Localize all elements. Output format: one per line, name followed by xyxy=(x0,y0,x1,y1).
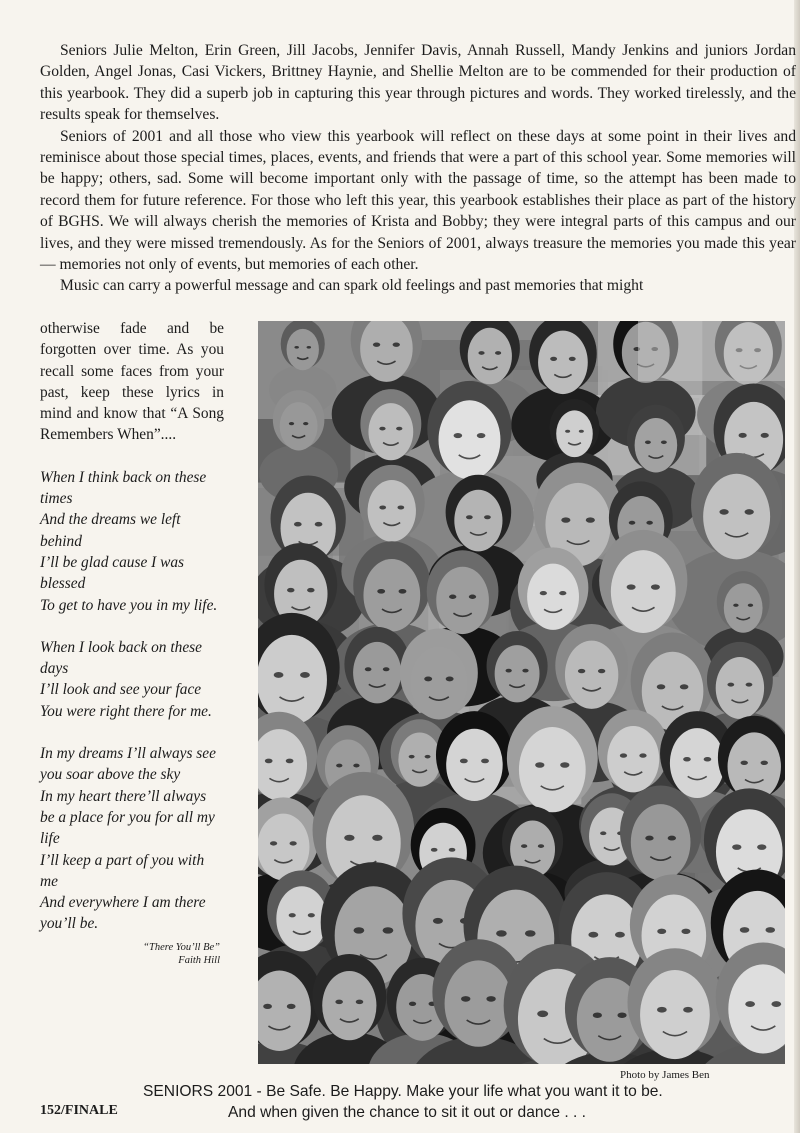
intro-paragraph: Music can carry a powerful message and can spark old feelings and past memories that might xyxy=(60,277,644,295)
lyric-line: And everywhere I am there you’ll be. xyxy=(40,894,206,933)
intro-paragraph: Seniors Julie Melton, Erin Green, Jill Jacobs, Jennifer Davis, Annah Russell, Mandy Jenkins and juniors Jordan Golden, Angel Jonas, Casi Vickers, Brittney Haynie, and Shellie Melton are to be commended for their production of this yearbook. They did a superb job in capturing this year through pictures and words. They worked tirelessly, and the results speak for themselves. xyxy=(40,42,796,124)
lyric-line: In my heart there’ll always be a place for you for all my life xyxy=(40,787,215,848)
song-credit xyxy=(40,941,220,967)
lyric-line: I’ll look and see your face xyxy=(40,681,202,699)
intro-paragraph: Seniors of 2001 and all those who view this yearbook will reflect on these days at some point in their lives and reminisce about those special times, places, events, and friends that were a part of this school year. Some memories will be happy; others, sad. Some will become important only with the passage of time, so the attempt has been made to record them for future reference. For those who left this year, this yearbook establishes their place as part of the history of BGHS. We will always cherish the memories of Krista and Bobby; they were integral parts of this campus and our lives, and they were missed tremendously. As for the Seniors of 2001, always treasure the memories you made this year — memories not only of events, but memories of each other. xyxy=(40,127,796,274)
song-lyrics xyxy=(40,467,224,935)
collage-image xyxy=(258,321,785,1064)
lead-continuation: otherwise fade and be forgotten over time. As you recall some faces from your past, keep these lyrics in mind and know that “A Song Remembers When”.... xyxy=(40,320,224,444)
photo-credit: Photo by James Ben xyxy=(620,1069,710,1081)
lyrics-stanza xyxy=(40,637,224,722)
footer-line: SENIORS 2001 - Be Safe. Be Happy. Make your life what you want it to be. xyxy=(143,1083,663,1100)
lyrics-stanza xyxy=(40,467,224,616)
lyric-line: I’ll keep a part of you with me xyxy=(40,851,205,890)
lyric-line: You were right there for me. xyxy=(40,702,212,720)
page-number: 152/FINALE xyxy=(40,1103,118,1118)
song-title: “There You’ll Be” xyxy=(143,941,220,953)
intro-text xyxy=(40,40,796,297)
footer-line: And when given the chance to sit it out or dance . . . xyxy=(228,1104,587,1121)
lyric-line: When I think back on these times xyxy=(40,468,207,508)
lyric-line: In my dreams I’ll always see you soar above the sky xyxy=(40,745,216,784)
lyrics-stanza xyxy=(40,743,224,935)
lyric-line: I’ll be glad cause I was blessed xyxy=(40,553,185,593)
lyric-line: When I look back on these days xyxy=(40,638,202,678)
lyrics-column xyxy=(40,318,224,967)
lyric-line: To get to have you in my life. xyxy=(40,596,218,614)
senior-photo-collage xyxy=(258,321,785,1064)
song-artist: Faith Hill xyxy=(178,954,220,966)
lyric-line: And the dreams we left behind xyxy=(40,511,181,550)
